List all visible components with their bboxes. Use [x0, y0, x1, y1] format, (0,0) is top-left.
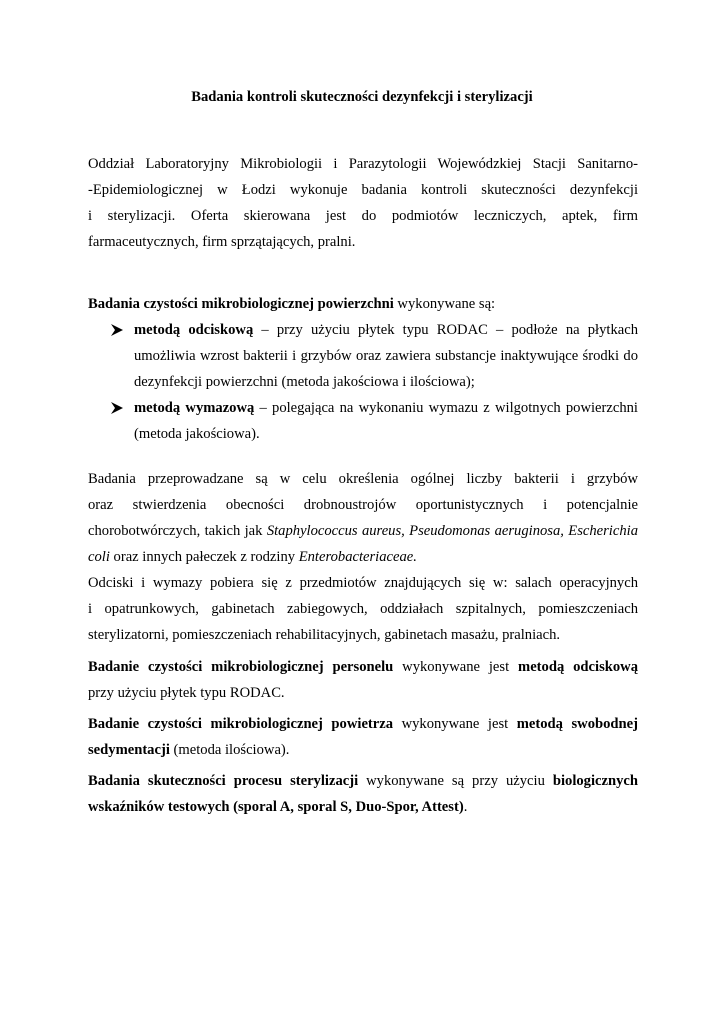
surface-methods-list	[110, 317, 638, 447]
purpose-line-2: oraz stwierdzenia obecności drobnoustrojów oportunistycznych i potencjalnie	[88, 497, 638, 513]
personnel-method: metodą odciskową	[518, 659, 638, 675]
air-method: metodą swobodnej	[516, 716, 638, 732]
personnel-mid: wykonywane jest	[393, 659, 519, 675]
surface-heading-bold: Badania czystości mikrobiologicznej powierzchni	[88, 296, 394, 312]
bullet-2-method: metodą wymazową	[134, 400, 255, 416]
sterilization-heading: Badania skuteczności procesu sterylizacji	[88, 773, 359, 789]
intro-line-1: Oddział Laboratoryjny Mikrobiologii i Parazytologii Wojewódzkiej Stacji Sanitarno-	[88, 156, 638, 172]
sterilization-paragraph	[88, 768, 638, 820]
sterilization-mid: wykonywane są przy użyciu	[358, 773, 553, 789]
personnel-paragraph	[88, 654, 638, 706]
air-method-cont: sedymentacji	[88, 742, 170, 758]
arrow-bullet-icon	[110, 401, 124, 415]
purpose-line-3: chorobotwórczych, takich jak	[88, 523, 267, 539]
intro-line-2: -Epidemiologicznej w Łodzi wykonuje badania kontroli skuteczności dezynfekcji	[88, 182, 638, 198]
species-names: Staphylococcus aureus, Pseudomonas aeruginosa, Escherichia	[266, 523, 638, 539]
arrow-bullet-icon	[110, 323, 124, 337]
surface-heading-rest: wykonywane są:	[393, 296, 496, 312]
purpose-line-1: Badania przeprowadzane są w celu określenia ogólnej liczby bakterii i grzybów	[88, 471, 638, 487]
air-paragraph	[88, 711, 638, 763]
intro-paragraph	[88, 151, 638, 255]
sterilization-end: .	[463, 799, 468, 815]
bullet-1-line-2: umożliwia wzrost bakterii i grzybów oraz zawiera substancje inaktywujące środki do	[134, 348, 638, 364]
air-mid: wykonywane jest	[393, 716, 517, 732]
bullet-2-line-2: (metoda jakościowa).	[134, 426, 260, 442]
sterilization-indicators: biologicznych	[552, 773, 638, 789]
air-heading: Badanie czystości mikrobiologicznej powietrza	[88, 716, 394, 732]
sterilization-indicators-list: wskaźników testowych (sporal A, sporal S, Duo-Spor, Attest)	[88, 799, 464, 815]
intro-line-4: farmaceutycznych, firm sprzątających, pralni.	[88, 234, 356, 250]
purpose-line-4: oraz innych pałeczek z rodziny	[109, 549, 299, 565]
personnel-line-2: przy użyciu płytek typu RODAC.	[88, 685, 285, 701]
purpose-line-6: i opatrunkowych, gabinetach zabiegowych, oddziałach szpitalnych, pomieszczeniach	[88, 601, 638, 617]
intro-line-3: i sterylizacji. Oferta skierowana jest do podmiotów leczniczych, aptek, firm	[88, 208, 638, 224]
family-name: Enterobacteriaceae.	[298, 549, 417, 565]
bullet-2-line-1: – polegająca na wykonaniu wymazu z wilgotnych powierzchni	[254, 400, 638, 416]
surface-heading	[88, 291, 638, 317]
list-item	[110, 317, 638, 395]
purpose-line-7: sterylizatorni, pomieszczeniach rehabilitacyjnych, gabinetach masażu, pralniach.	[88, 627, 561, 643]
bullet-1-line-1: – przy użyciu płytek typu RODAC – podłoże na płytkach	[253, 322, 639, 338]
purpose-paragraph	[88, 466, 638, 648]
page-title: Badania kontroli skuteczności dezynfekcji i sterylizacji	[191, 89, 533, 105]
species-coli: coli	[88, 549, 110, 565]
list-item	[110, 395, 638, 447]
purpose-line-5: Odciski i wymazy pobiera się z przedmiotów znajdujących się w: salach operacyjnych	[88, 575, 638, 591]
personnel-heading: Badanie czystości mikrobiologicznej personelu	[88, 659, 394, 675]
bullet-1-line-3: dezynfekcji powierzchni (metoda jakościowa i ilościowa);	[134, 374, 475, 390]
bullet-1-method: metodą odciskową	[134, 322, 254, 338]
air-line-2: (metoda ilościowa).	[169, 742, 290, 758]
